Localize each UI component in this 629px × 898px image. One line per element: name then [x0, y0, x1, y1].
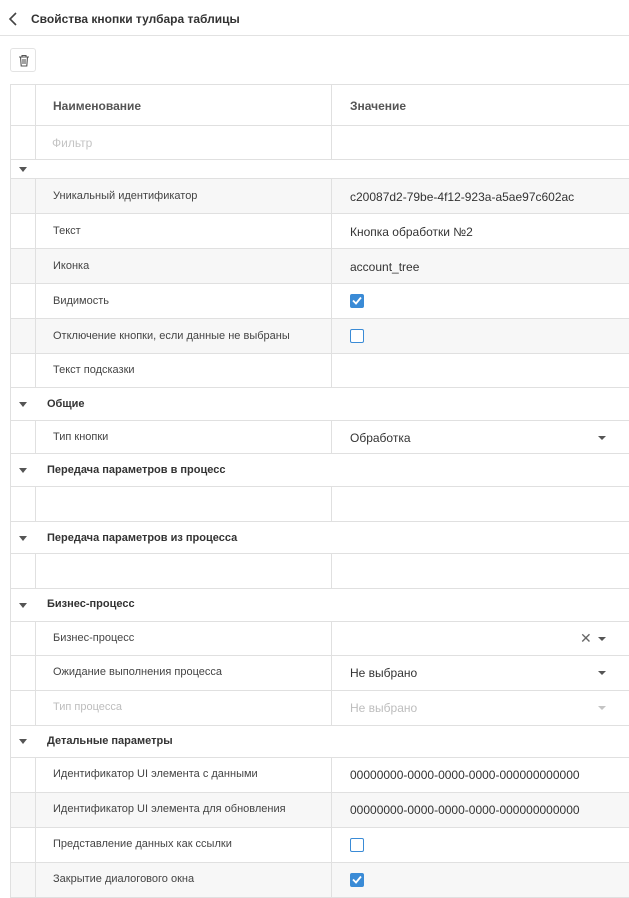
button-type-select[interactable]: Обработка — [350, 431, 411, 445]
disable-no-data-checkbox[interactable] — [350, 329, 364, 343]
prop-row-uid — [11, 179, 629, 214]
dropdown-caret-icon — [598, 706, 606, 710]
collapse-caret-icon[interactable] — [19, 167, 27, 172]
group-label: Бизнес-процесс — [47, 598, 135, 610]
group-label: Передача параметров в процесс — [47, 464, 226, 476]
prop-row-ui-update-id — [11, 793, 629, 828]
prop-label: Бизнес-процесс — [53, 632, 135, 644]
proc-type-select: Не выбрано — [350, 701, 418, 715]
prop-row-button-type — [11, 421, 629, 454]
prop-row-as-links — [11, 828, 629, 863]
group-row-general — [11, 388, 629, 421]
filter-row — [11, 126, 629, 160]
clear-close-icon[interactable]: ✕ — [580, 630, 592, 646]
prop-label: Тип кнопки — [53, 431, 109, 443]
row-gutter — [11, 85, 36, 125]
prop-row-tooltip — [11, 354, 629, 388]
group-row-bp — [11, 589, 629, 622]
group-label: Общие — [47, 398, 85, 410]
empty-row — [11, 554, 629, 589]
prop-row-proc-type — [11, 691, 629, 726]
delete-button[interactable] — [10, 48, 36, 72]
empty-row — [11, 487, 629, 522]
prop-label: Уникальный идентификатор — [53, 190, 198, 202]
prop-row-icon — [11, 249, 629, 284]
check-icon — [352, 296, 362, 305]
collapse-caret-icon[interactable] — [19, 739, 27, 744]
filter-input[interactable]: Фильтр — [52, 136, 93, 150]
properties-grid — [10, 84, 629, 898]
prop-value-text[interactable]: Кнопка обработки №2 — [350, 225, 473, 239]
prop-row-ui-data-id — [11, 758, 629, 793]
column-header-value[interactable]: Значение — [350, 99, 407, 113]
page-title: Свойства кнопки тулбара таблицы — [31, 12, 240, 26]
prop-value-ui-data-id[interactable]: 00000000-0000-0000-0000-000000000000 — [350, 768, 580, 782]
prop-label: Тип процесса — [53, 701, 122, 713]
prop-label: Текст — [53, 225, 81, 237]
prop-row-bp — [11, 622, 629, 656]
collapse-caret-icon[interactable] — [19, 468, 27, 473]
as-links-checkbox[interactable] — [350, 838, 364, 852]
group-label: Детальные параметры — [47, 735, 173, 747]
check-icon — [352, 875, 362, 884]
prop-label: Отключение кнопки, если данные не выбраны — [53, 330, 290, 342]
grid-header-row — [11, 85, 629, 126]
root-group-row — [11, 160, 629, 179]
prop-label: Представление данных как ссылки — [53, 838, 232, 850]
panel-header — [0, 0, 629, 36]
trash-icon — [18, 54, 30, 67]
back-chevron-icon[interactable] — [8, 12, 20, 26]
prop-label: Иконка — [53, 260, 90, 272]
column-header-name[interactable]: Наименование — [53, 99, 142, 113]
prop-label: Закрытие диалогового окна — [53, 873, 195, 885]
prop-value-uid[interactable]: c20087d2-79be-4f12-923a-a5ae97c602ac — [350, 190, 575, 204]
visibility-checkbox[interactable] — [350, 294, 364, 308]
collapse-caret-icon[interactable] — [19, 536, 27, 541]
group-row-params-in — [11, 454, 629, 487]
wait-select[interactable]: Не выбрано — [350, 666, 418, 680]
dropdown-caret-icon[interactable] — [598, 436, 606, 440]
group-row-params-out — [11, 522, 629, 554]
prop-value-ui-update-id[interactable]: 00000000-0000-0000-0000-000000000000 — [350, 803, 580, 817]
dropdown-caret-icon[interactable] — [598, 637, 606, 641]
prop-row-visibility — [11, 284, 629, 319]
prop-row-disable-no-data — [11, 319, 629, 354]
close-dialog-checkbox[interactable] — [350, 873, 364, 887]
collapse-caret-icon[interactable] — [19, 603, 27, 608]
group-row-details — [11, 726, 629, 758]
collapse-caret-icon[interactable] — [19, 402, 27, 407]
prop-row-text — [11, 214, 629, 249]
prop-label: Видимость — [53, 295, 109, 307]
prop-label: Ожидание выполнения процесса — [53, 666, 223, 678]
prop-row-wait — [11, 656, 629, 691]
prop-label: Текст подсказки — [53, 364, 135, 376]
prop-label: Идентификатор UI элемента с данными — [53, 768, 258, 780]
dropdown-caret-icon[interactable] — [598, 671, 606, 675]
prop-label: Идентификатор UI элемента для обновления — [53, 803, 286, 815]
group-label: Передача параметров из процесса — [47, 532, 238, 544]
prop-value-icon[interactable]: account_tree — [350, 260, 420, 274]
